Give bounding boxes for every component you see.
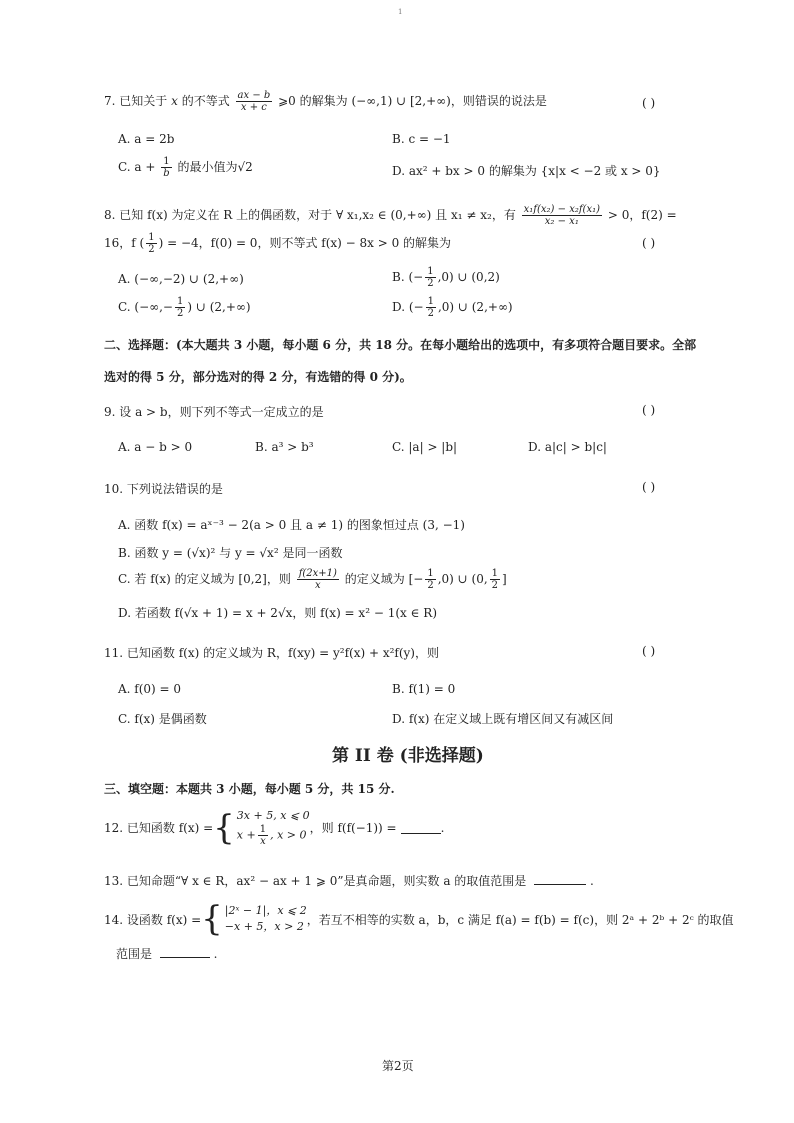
q7-option-c xyxy=(118,156,253,179)
q7-answer-paren: ( ) xyxy=(642,96,656,110)
q7-fraction xyxy=(236,90,273,113)
q12-answer-blank[interactable] xyxy=(401,821,441,834)
q8-opt-c-pre: C. (−∞,− xyxy=(118,300,173,314)
q11-answer-paren: ( ) xyxy=(642,644,656,658)
q8-option-d xyxy=(392,296,513,319)
q10-option-d: D. 若函数 f(√x + 1) = x + 2√x，则 f(x) = x² − 1(x ∈ R) xyxy=(118,606,438,620)
q8-half-den: 2 xyxy=(148,244,155,255)
q10-option-c xyxy=(118,568,507,591)
q9-option-b: B. a³ > b³ xyxy=(255,440,314,454)
q7-frac-den: x + c xyxy=(240,102,267,113)
q10-answer-paren: ( ) xyxy=(642,480,656,494)
q7-opt-c-den: b xyxy=(163,168,170,179)
q13-end: . xyxy=(589,874,594,888)
q8-answer-paren: ( ) xyxy=(642,236,656,250)
q7-opt-c-pre: C. a + xyxy=(118,160,156,174)
q14-post: ，若互不相等的实数 a，b，c 满足 f(a) = f(b) = f(c)，则 2ᵃ + 2ᵇ + 2ᶜ 的取值 xyxy=(306,912,734,927)
q13-text: 13. 已知命题“∀ x ∈ R，ax² − ax + 1 ⩾ 0”是真命题，则实数 a 的取值范围是 xyxy=(104,874,527,888)
q8-line1 xyxy=(104,204,677,227)
q13 xyxy=(104,872,594,889)
q14-pre: 14. 设函数 f(x) = xyxy=(104,912,202,927)
q8-line2-pre: 16，f xyxy=(104,236,136,250)
part-2-title: 第 II 卷 (非选择题) xyxy=(332,746,484,766)
q14-piecewise: { |2ˣ − 1|，x ⩽ 2 −x + 5，x > 2 xyxy=(201,899,307,939)
q11-stem: 11. 已知函数 f(x) 的定义域为 R，f(xy) = y²f(x) + x²f(y)，则 xyxy=(104,646,439,660)
q14-answer-blank[interactable] xyxy=(160,945,210,958)
q12-end: . xyxy=(440,820,445,835)
q10-option-b: B. 函数 y = (√x)² 与 y = √x² 是同一函数 xyxy=(118,546,343,560)
q7-mid: 的不等式 xyxy=(181,94,230,108)
q11-option-c: C. f(x) 是偶函数 xyxy=(118,712,207,726)
q12-row2-den: x xyxy=(260,836,266,847)
q7-opt-c-num: 1 xyxy=(163,156,170,167)
q14-row2: −x + 5，x > 2 xyxy=(224,920,304,933)
q12-row1: 3x + 5, x ⩽ 0 xyxy=(236,809,310,822)
q12-post: ，则 f(f(−1)) = xyxy=(309,821,397,835)
section-2-heading-line2: 选对的得 5 分，部分选对的得 2 分，有选错的得 0 分)。 xyxy=(104,370,412,384)
q8-frac-den: x₂ − x₁ xyxy=(544,216,579,227)
q12-piecewise: { 3x + 5, x ⩽ 0 x + $\frac{1}{x}$ , x > 0 xyxy=(213,807,310,848)
q10-opt-c-num: f(2x+1) xyxy=(298,568,337,579)
q8-opt-b-post: ,0) ∪ (0,2) xyxy=(437,270,500,284)
q8-opt-b-pre: B. (− xyxy=(392,270,424,284)
q11-option-d: D. f(x) 在定义域上既有增区间又有减区间 xyxy=(392,712,614,726)
q11-option-a: A. f(0) = 0 xyxy=(118,682,182,696)
page-footer: 第2页 xyxy=(382,1059,414,1073)
q10-stem: 10. 下列说法错误的是 xyxy=(104,482,223,496)
q10-opt-c-end: ] xyxy=(502,572,507,586)
q8-opt-c-post: ) ∪ (2,+∞) xyxy=(187,300,251,314)
q8-opt-d-pre: D. (− xyxy=(392,300,424,314)
q7-option-d: D. ax² + bx > 0 的解集为 {x|x < −2 或 x > 0} xyxy=(392,164,661,178)
q8-opt-d-post: ,0) ∪ (2,+∞) xyxy=(437,300,513,314)
q10-opt-c-den: x xyxy=(314,580,321,591)
q12-row2-num: 1 xyxy=(259,824,267,835)
q12-row2-frac xyxy=(258,824,268,847)
q14-row1: |2ˣ − 1|，x ⩽ 2 xyxy=(224,904,307,917)
q7-lead: 7. 已知关于 xyxy=(104,94,168,108)
q9-option-a: A. a − b > 0 xyxy=(118,440,193,454)
section-2-heading-line1: 二、选择题：(本大题共 3 小题，每小题 6 分，共 18 分。在每小题给出的选项中，有多项符合题目要求。全部 xyxy=(104,338,697,352)
q7-tail: ⩾0 的解集为 (−∞,1) ∪ [2,+∞)，则错误的说法是 xyxy=(278,94,547,108)
q8-half-num: 1 xyxy=(148,232,155,243)
q8-fraction xyxy=(522,204,602,227)
section-3-heading: 三、填空题：本题共 3 小题，每小题 5 分，共 15 分. xyxy=(104,782,395,796)
page-mark: 1 xyxy=(398,8,403,16)
q14-line2 xyxy=(116,945,218,962)
q11-option-b: B. f(1) = 0 xyxy=(392,682,456,696)
q7-opt-c-frac xyxy=(161,156,171,179)
q13-answer-blank[interactable] xyxy=(534,872,586,885)
q9-option-c: C. |a| > |b| xyxy=(392,440,458,454)
q7-option-a: A. a = 2b xyxy=(118,132,175,146)
q10-opt-c-frac xyxy=(297,568,339,591)
q8-line2: 16，f ( $\frac{1}{2}$ ) = −4，f(0) = 0，则不等式 f(x) − 8x > 0 的解集为 xyxy=(104,232,452,255)
q9-answer-paren: ( ) xyxy=(642,403,656,417)
q8-option-c xyxy=(118,296,251,319)
q12-pre: 12. 已知函数 f(x) = xyxy=(104,821,214,835)
q8-line1-pre: 8. 已知 f(x) 为定义在 R 上的偶函数，对于 ∀ x₁,x₂ ∈ (0,+∞) 且 x₁ ≠ x₂，有 xyxy=(104,208,516,222)
q7-opt-c-post: 的最小值为√2 xyxy=(177,160,253,174)
q14-line2-text: 范围是 xyxy=(116,947,153,961)
q12-row2-pre: x + xyxy=(236,828,256,842)
q8-half xyxy=(146,232,156,255)
q7-var: x xyxy=(171,94,178,108)
q12-row2-post: , x > 0 xyxy=(270,828,307,842)
q8-frac-num: x₁f(x₂) − x₂f(x₁) xyxy=(523,204,600,215)
q7-stem xyxy=(104,90,547,113)
q9-option-d: D. a|c| > b|c| xyxy=(528,440,607,454)
q7-option-b: B. c = −1 xyxy=(392,132,451,146)
q10-opt-c-half-1: $\frac{1}{2}$ xyxy=(427,568,434,591)
q9-stem: 9. 设 a > b，则下列不等式一定成立的是 xyxy=(104,405,324,419)
q10-option-a: A. 函数 f(x) = aˣ⁻³ − 2(a > 0 且 a ≠ 1) 的图象恒过点 (3, −1) xyxy=(118,518,465,532)
q8-opt-b-frac: $\frac{1}{2}$ xyxy=(427,266,434,289)
q10-opt-c-half-2: $\frac{1}{2}$ xyxy=(491,568,499,591)
q12 xyxy=(104,808,444,847)
q8-opt-c-frac: $\frac{1}{2}$ xyxy=(176,296,184,319)
q14-end: . xyxy=(213,947,218,961)
q7-frac-num: ax − b xyxy=(237,90,271,101)
q8-opt-d-frac: $\frac{1}{2}$ xyxy=(427,296,434,319)
q10-opt-c-pre: C. 若 f(x) 的定义域为 [0,2]，则 xyxy=(118,572,291,586)
q8-option-a: A. (−∞,−2) ∪ (2,+∞) xyxy=(118,272,244,286)
q8-option-b xyxy=(392,266,500,289)
q8-line1-post: > 0，f(2) = xyxy=(607,208,677,222)
q10-opt-c-mid: 的定义域为 [− xyxy=(344,572,424,586)
q8-line2-post: = −4，f(0) = 0，则不等式 f(x) − 8x > 0 的解集为 xyxy=(167,236,452,250)
q10-opt-c-mid2: ,0) ∪ (0, xyxy=(437,572,488,586)
q14-line1 xyxy=(104,899,734,939)
